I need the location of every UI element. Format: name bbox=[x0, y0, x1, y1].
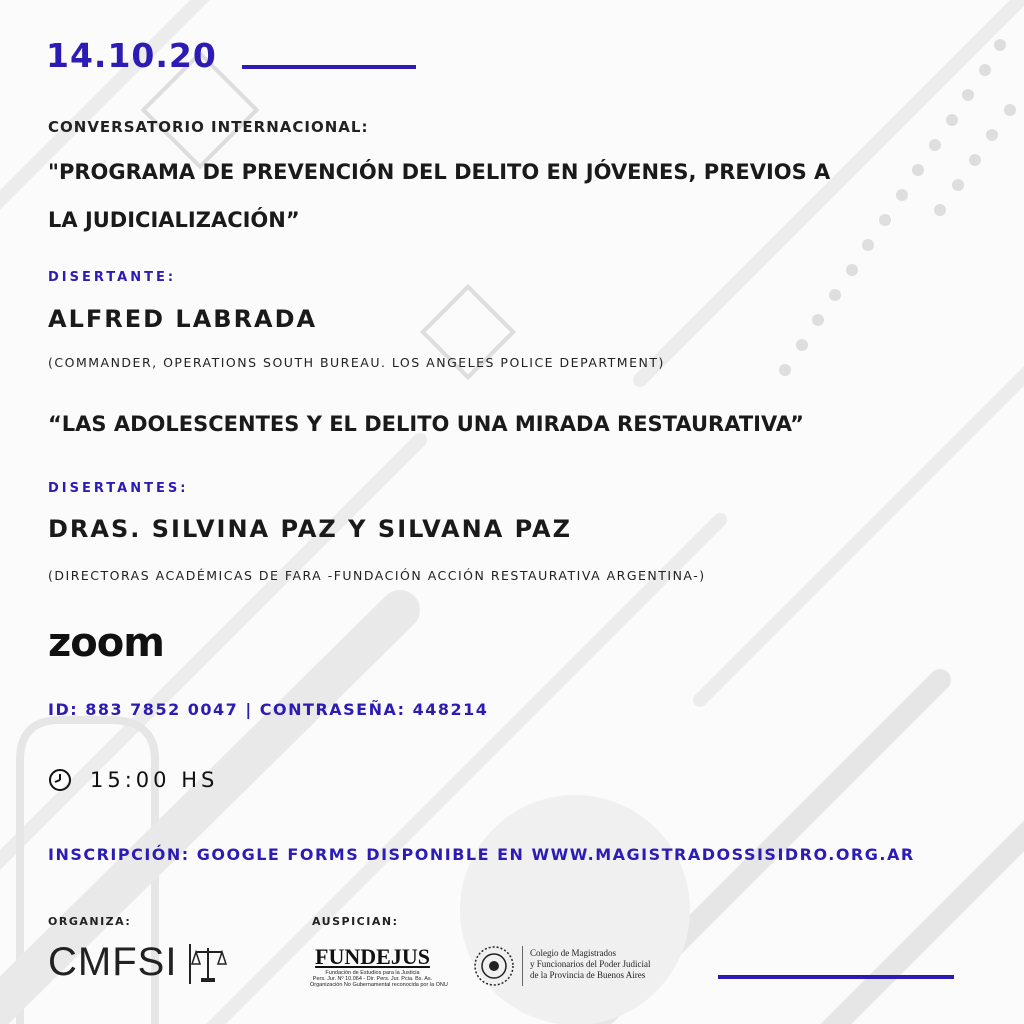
fundejus-logo bbox=[310, 944, 448, 988]
event-title-line2: LA JUDICIALIZACIÓN” bbox=[48, 208, 300, 232]
colegio-divider bbox=[522, 946, 523, 986]
speaker2-name: DRAS. SILVINA PAZ Y SILVANA PAZ bbox=[48, 515, 573, 543]
speaker1-label: DISERTANTE: bbox=[48, 270, 177, 285]
event-title-line1: "PROGRAMA DE PREVENCIÓN DEL DELITO EN JÓVENES, PREVIOS A bbox=[48, 160, 831, 184]
fundejus-sub2: Pers. Jur. Nº 10.064 - Dir. Pers. Jur. Pcia. Bs. As. bbox=[312, 976, 433, 982]
speaker2-label: DISERTANTES: bbox=[48, 481, 189, 496]
talk2-title: “LAS ADOLESCENTES Y EL DELITO UNA MIRADA RESTAURATIVA” bbox=[48, 412, 804, 436]
event-date: 14.10.20 bbox=[46, 36, 217, 75]
footer-divider bbox=[718, 975, 954, 979]
colegio-line1: Colegio de Magistrados bbox=[530, 948, 616, 958]
colegio-line2: y Funcionarios del Poder Judicial bbox=[530, 959, 651, 969]
speaker2-role: (DIRECTORAS ACADÉMICAS DE FARA -FUNDACIÓN ACCIÓN RESTAURATIVA ARGENTINA-) bbox=[48, 568, 706, 583]
colegio-line3: de la Provincia de Buenos Aires bbox=[530, 970, 646, 980]
fundejus-name: FUNDEJUS bbox=[315, 944, 430, 969]
colegio-seal-icon bbox=[472, 944, 516, 988]
zoom-logo: zoom bbox=[48, 620, 164, 666]
colegio-name bbox=[530, 948, 650, 981]
event-type-label: CONVERSATORIO INTERNACIONAL: bbox=[48, 118, 369, 136]
event-time: 15:00 HS bbox=[90, 768, 219, 792]
zoom-credentials: ID: 883 7852 0047 | CONTRASEÑA: 448214 bbox=[48, 700, 489, 719]
scales-icon bbox=[188, 942, 228, 986]
fundejus-sub1: Fundación de Estudios para la Justicia bbox=[325, 970, 420, 976]
registration-info: INSCRIPCIÓN: GOOGLE FORMS DISPONIBLE EN WWW.MAGISTRADOSSISIDRO.ORG.AR bbox=[48, 845, 915, 864]
auspician-label: AUSPICIAN: bbox=[312, 915, 399, 928]
speaker1-role: (COMMANDER, OPERATIONS SOUTH BUREAU. LOS ANGELES POLICE DEPARTMENT) bbox=[48, 355, 665, 370]
speaker1-name: ALFRED LABRADA bbox=[48, 305, 318, 333]
fundejus-sub3: Organización No Gubernamental reconocida por la ONU bbox=[310, 982, 448, 988]
clock-icon bbox=[48, 768, 72, 792]
header-divider bbox=[242, 65, 416, 69]
organiza-label: ORGANIZA: bbox=[48, 915, 132, 928]
cmfsi-logo: CMFSI bbox=[48, 940, 178, 984]
